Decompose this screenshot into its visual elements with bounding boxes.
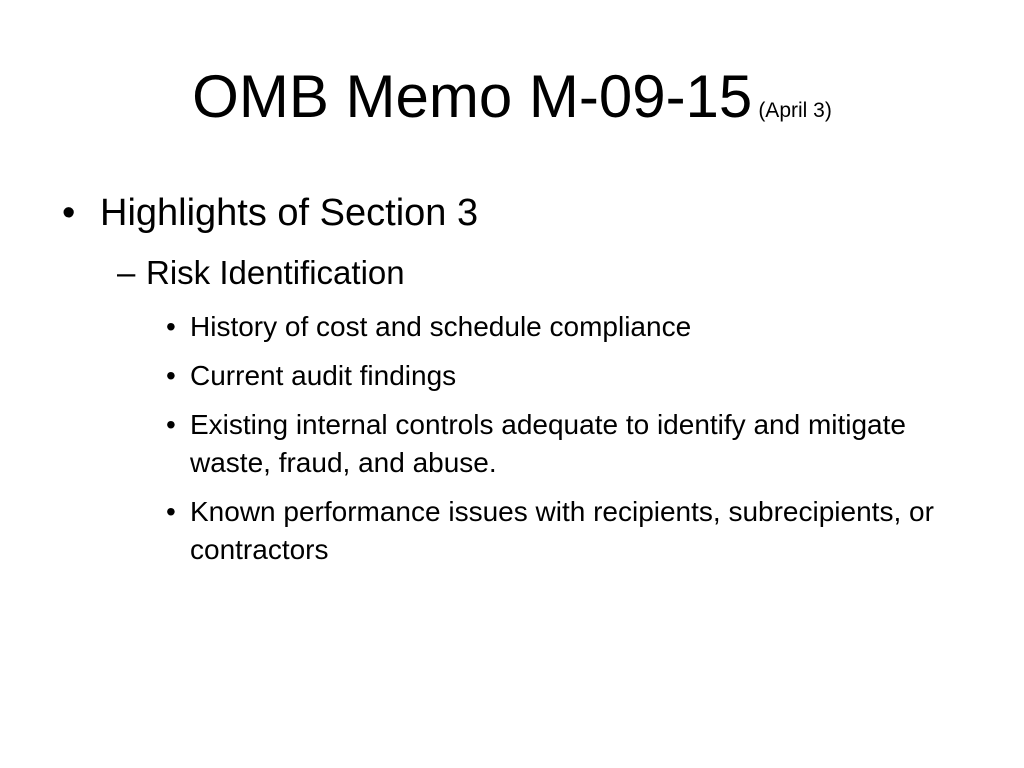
list-item-text: Current audit findings bbox=[190, 360, 457, 391]
list-item-text: Known performance issues with recipients, subrecipients, or contractors bbox=[190, 496, 934, 565]
bullet-level1 bbox=[62, 190, 478, 236]
bullet-marker: • bbox=[166, 409, 176, 440]
bullet-level2 bbox=[117, 252, 405, 294]
bullet-marker: • bbox=[62, 192, 76, 234]
list-item-text: Existing internal controls adequate to identify and mitigate waste, fraud, and abuse. bbox=[190, 409, 906, 478]
bullet-marker: • bbox=[166, 311, 176, 342]
title-text: OMB Memo M-09-15 bbox=[192, 63, 753, 130]
list-item bbox=[166, 493, 986, 569]
title-date-note: (April 3) bbox=[758, 99, 832, 122]
bullet-marker: • bbox=[166, 360, 176, 391]
bullet-level3-list bbox=[166, 308, 986, 580]
bullet-marker: • bbox=[166, 496, 176, 527]
list-item bbox=[166, 357, 986, 395]
slide-title bbox=[0, 62, 1024, 146]
dash-marker: – bbox=[117, 254, 136, 291]
bullet-level2-text: Risk Identification bbox=[146, 254, 405, 291]
list-item bbox=[166, 406, 986, 482]
list-item-text: History of cost and schedule compliance bbox=[190, 311, 692, 342]
bullet-level1-text: Highlights of Section 3 bbox=[100, 192, 479, 234]
list-item bbox=[166, 308, 986, 346]
